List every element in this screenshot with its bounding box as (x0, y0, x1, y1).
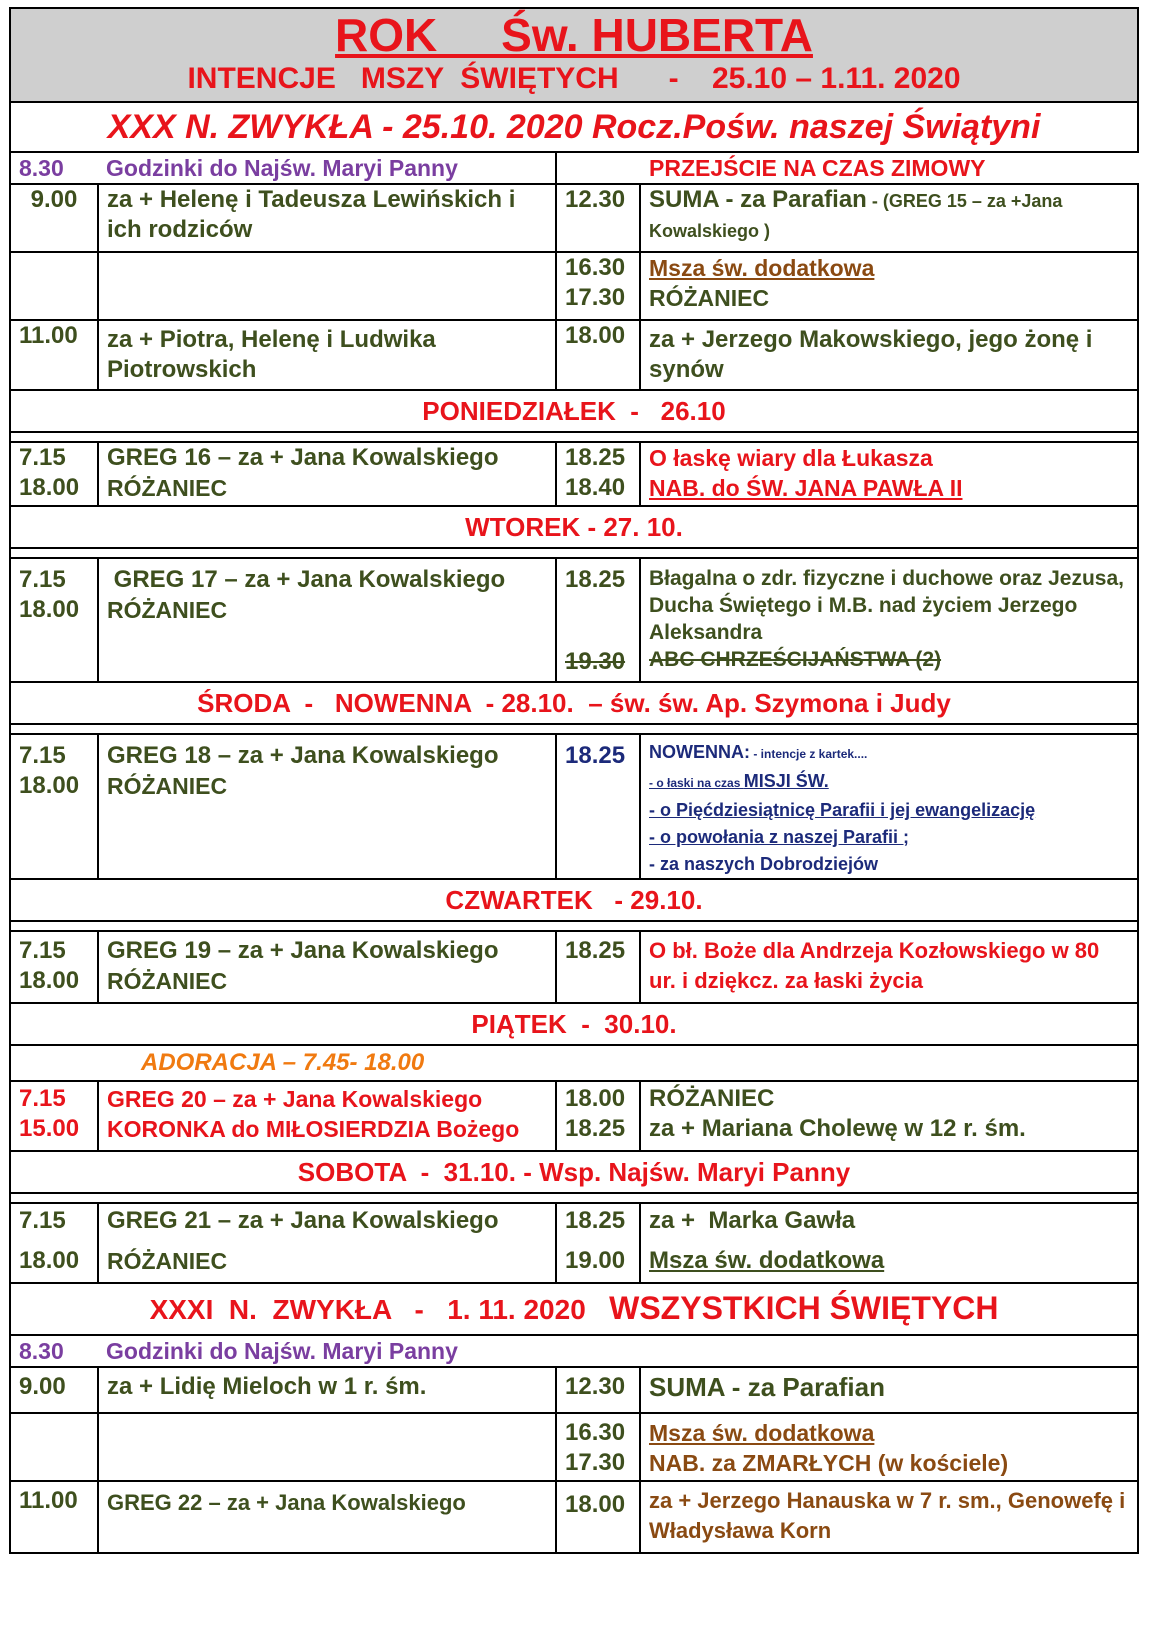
thursday-heading: CZWARTEK - 29.10. (10, 879, 1138, 921)
saturday-heading: SOBOTA - 31.10. - Wsp. Najśw. Maryi Panny (10, 1151, 1138, 1193)
saturday-row: 7.15 18.00 GREG 21 – za + Jana Kowalskiego RÓŻANIEC 18.25 19.00 za + Marka Gawła Msza św. dodatkowa (10, 1203, 1138, 1283)
monday-heading: PONIEDZIAŁEK - 26.10 (10, 390, 1138, 432)
friday-adoration-row: ADORACJA – 7.45- 18.00 (10, 1045, 1138, 1081)
thursday-row: 7.15 18.00 GREG 19 – za + Jana Kowalskiego RÓŻANIEC 18.25 O bł. Boże dla Andrzeja Kozłowskiego w 80 ur. i dziękcz. za łaski życia (10, 931, 1138, 1003)
header-row (10, 8, 1138, 102)
wednesday-heading: ŚRODA - NOWENNA - 28.10. – św. św. Ap. Szymona i Judy (10, 682, 1138, 724)
intentions-sheet (9, 7, 1137, 1554)
tuesday-heading: WTOREK - 27. 10. (10, 506, 1138, 548)
sunday1-heading: XXX N. ZWYKŁA - 25.10. 2020 Rocz.Pośw. naszej Świątyni (10, 102, 1138, 152)
page-subtitle: INTENCJE MSZY ŚWIĘTYCH - 25.10 – 1.11. 2020 (187, 62, 961, 95)
tuesday-row: 7.15 18.00 GREG 17 – za + Jana Kowalskiego RÓŻANIEC 18.25 19.30 Błagalna o zdr. fizyczne i duchowe oraz Jezusa, Ducha Świętego i M.B. nad życiem Jerzego Aleksandra ABC CHRZEŚCIJAŃSTWA (2) (10, 558, 1138, 682)
sunday2-row-1100: 11.00 GREG 22 – za + Jana Kowalskiego 18.00 za + Jerzego Hanauska w 7 r. sm., Genowefę i Władysława Korn (10, 1481, 1138, 1553)
sunday1-row-extra: 16.30 17.30 Msza św. dodatkowa RÓŻANIEC (10, 252, 1138, 320)
monday-row: 7.15 18.00 GREG 16 – za + Jana Kowalskiego RÓŻANIEC 18.25 18.40 O łaskę wiary dla Łukasza NAB. do ŚW. JANA PAWŁA II (10, 442, 1138, 506)
sunday1-row-900: 9.00 za + Helenę i Tadeusza Lewińskich i ich rodziców 12.30 SUMA - za Parafian - (GREG 15 – za +Jana Kowalskiego ) (10, 184, 1138, 252)
sunday2-row-extra: 16.30 17.30 Msza św. dodatkowa NAB. za ZMARŁYCH (w kościele) (10, 1413, 1138, 1481)
sunday2-row-900: 9.00 za + Lidię Mieloch w 1 r. śm. 12.30 SUMA - za Parafian (10, 1367, 1138, 1413)
friday-row: 7.15 15.00 GREG 20 – za + Jana Kowalskiego KORONKA do MIŁOSIERDZIA Bożego 18.00 18.25 RÓŻANIEC za + Mariana Cholewę w 12 r. śm. (10, 1081, 1138, 1151)
suma-note: - (GREG 15 – za +Jana Kowalskiego ) (649, 191, 1063, 241)
wednesday-row: 7.15 18.00 GREG 18 – za + Jana Kowalskiego RÓŻANIEC 18.25 NOWENNA: - intencje z kartek.... - o łaski na czas MISJI ŚW. - o Pięćdziesiątnicę Parafii i jej ewangelizację - o powołania z naszej Parafii ; - za naszych Dobrodziejów (10, 734, 1138, 879)
sunday1-row-1100: 11.00 za + Piotra, Helenę i Ludwika Piotrowskich 18.00 za + Jerzego Makowskiego, jego żonę i synów (10, 320, 1138, 390)
friday-heading: PIĄTEK - 30.10. (10, 1003, 1138, 1045)
suma: SUMA - za Parafian (649, 186, 867, 213)
schedule-table (9, 7, 1139, 1554)
sunday1-row-godzinki: 8.30 Godzinki do Najśw. Maryi Panny PRZEJŚCIE NA CZAS ZIMOWY (10, 152, 1138, 184)
page-title: ROK Św. HUBERTA (335, 9, 813, 61)
sunday2-row-godzinki: 8.30 Godzinki do Najśw. Maryi Panny (10, 1335, 1138, 1367)
sunday2-heading: XXXI N. ZWYKŁA - 1. 11. 2020 WSZYSTKICH ŚWIĘTYCH (10, 1283, 1138, 1335)
